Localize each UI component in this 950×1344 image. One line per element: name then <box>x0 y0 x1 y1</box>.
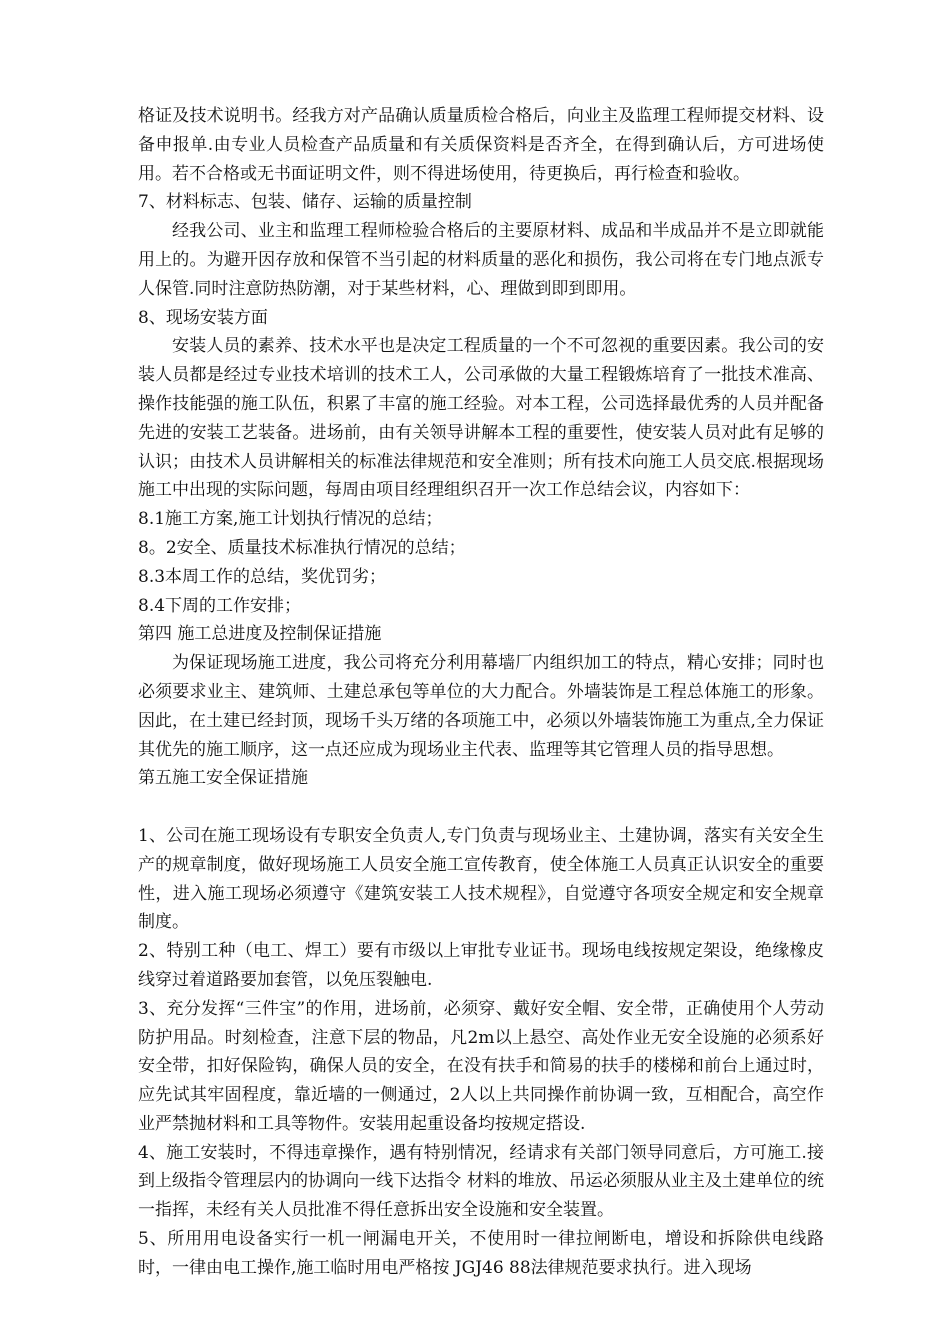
paragraph-material-storage: 经我公司、业主和监理工程师检验合格后的主要原材料、成品和半成品并不是立即就能用上的。为避开因存放和保管不当引起的材料质量的恶化和损伤，我公司将在专门地点派专人保管.同时注意防热防潮，对于某些材料，心、理做到即到即用。 <box>138 221 824 299</box>
document-page <box>138 102 824 1283</box>
safety-item-4: 4、施工安装时，不得违章操作，遇有特别情况，经请求有关部门领导同意后，方可施工.接到上级指令管理层内的协调向一线下达指令 材料的堆放、吊运必须服从业主及土建单位的统一指挥，未经有关人员批准不得任意拆出安全设施和安全装置。 <box>138 1142 824 1221</box>
safety-item-1: 1、公司在施工现场设有专职安全负责人,专门负责与现场业主、土建协调，落实有关安全生产的规章制度，做好现场施工人员安全施工宣传教育，使全体施工人员真正认识安全的重要性，进入施工现场必须遵守《建筑安装工人技术规程》，自觉遵守各项安全规定和安全规章制度。 <box>138 825 824 933</box>
blank-line <box>138 793 824 822</box>
section-title-schedule: 第四 施工总进度及控制保证措施 <box>138 624 382 645</box>
list-item-8-1: 8.1施工方案,施工计划执行情况的总结； <box>138 509 443 530</box>
safety-item-3: 3、充分发挥“三件宝”的作用，进场前，必须穿、戴好安全帽、安全带，正确使用个人劳动防护用品。时刻检查，注意下层的物品，凡2m以上悬空、高处作业无安全设施的必须系好安全带，扣好保险钩，确保人员的安全，在没有扶手和简易的扶手的楼梯和前台上通过时，应先试其牢固程度，靠近墙的一侧通过，2人以上共同操作前协调一致，互相配合，高空作业严禁抛材料和工具等物件。安装用起重设备均按规定搭设. <box>138 998 824 1134</box>
heading-material-quality-control: 7、材料标志、包装、储存、运输的质量控制 <box>138 192 472 213</box>
section-title-safety: 第五施工安全保证措施 <box>138 768 308 789</box>
list-item-8-4: 8.4下周的工作安排； <box>138 595 302 616</box>
paragraph-certificate-check: 格证及技术说明书。经我方对产品确认质量质检合格后，向业主及监理工程师提交材料、设备申报单.由专业人员检查产品质量和有关质保资料是否齐全，在得到确认后，方可进场使用。若不合格或无书面证明文件，则不得进场使用，待更换后，再行检查和验收。 <box>138 106 824 184</box>
list-item-8-2: 8。2安全、质量技术标准执行情况的总结； <box>138 537 466 558</box>
paragraph-installation-staff: 安装人员的素养、技术水平也是决定工程质量的一个不可忽视的重要因素。我公司的安装人员都是经过专业技术培训的技术工人，公司承做的大量工程锻炼培育了一批技术准高、操作技能强的施工队伍，积累了丰富的施工经验。对本工程，公司选择最优秀的人员并配备先进的安装工艺装备。进场前，由有关领导讲解本工程的重要性，使安装人员对此有足够的认识；由技术人员讲解相关的标准法律规范和安全准则；所有技术向施工人员交底.根据现场施工中出现的实际问题，每周由项目经理组织召开一次工作总结会议，内容如下： <box>138 336 824 501</box>
list-item-8-3: 8.3本周工作的总结，奖优罚劣； <box>138 566 387 587</box>
safety-item-2: 2、特别工种（电工、焊工）要有市级以上审批专业证书。现场电线按规定架设，绝缘橡皮线穿过着道路要加套管，以免压裂触电. <box>138 941 824 990</box>
paragraph-schedule-measures: 为保证现场施工进度，我公司将充分利用幕墙厂内组织加工的特点，精心安排；同时也必须要求业主、建筑师、土建总承包等单位的大力配合。外墙装饰是工程总体施工的形象。因此，在土建已经封顶，现场千头万绪的各项施工中，必须以外墙装饰施工为重点,全力保证其优先的施工顺序，这一点还应成为现场业主代表、监理等其它管理人员的指导思想。 <box>138 653 824 760</box>
heading-site-installation: 8、现场安装方面 <box>138 307 268 328</box>
safety-item-5: 5、所用用电设备实行一机一闸漏电开关，不使用时一律拉闸断电，增设和拆除供电线路时，一律由电工操作,施工临时用电严格按 JGJ46 88法律规范要求执行。进入现场 <box>138 1229 824 1278</box>
